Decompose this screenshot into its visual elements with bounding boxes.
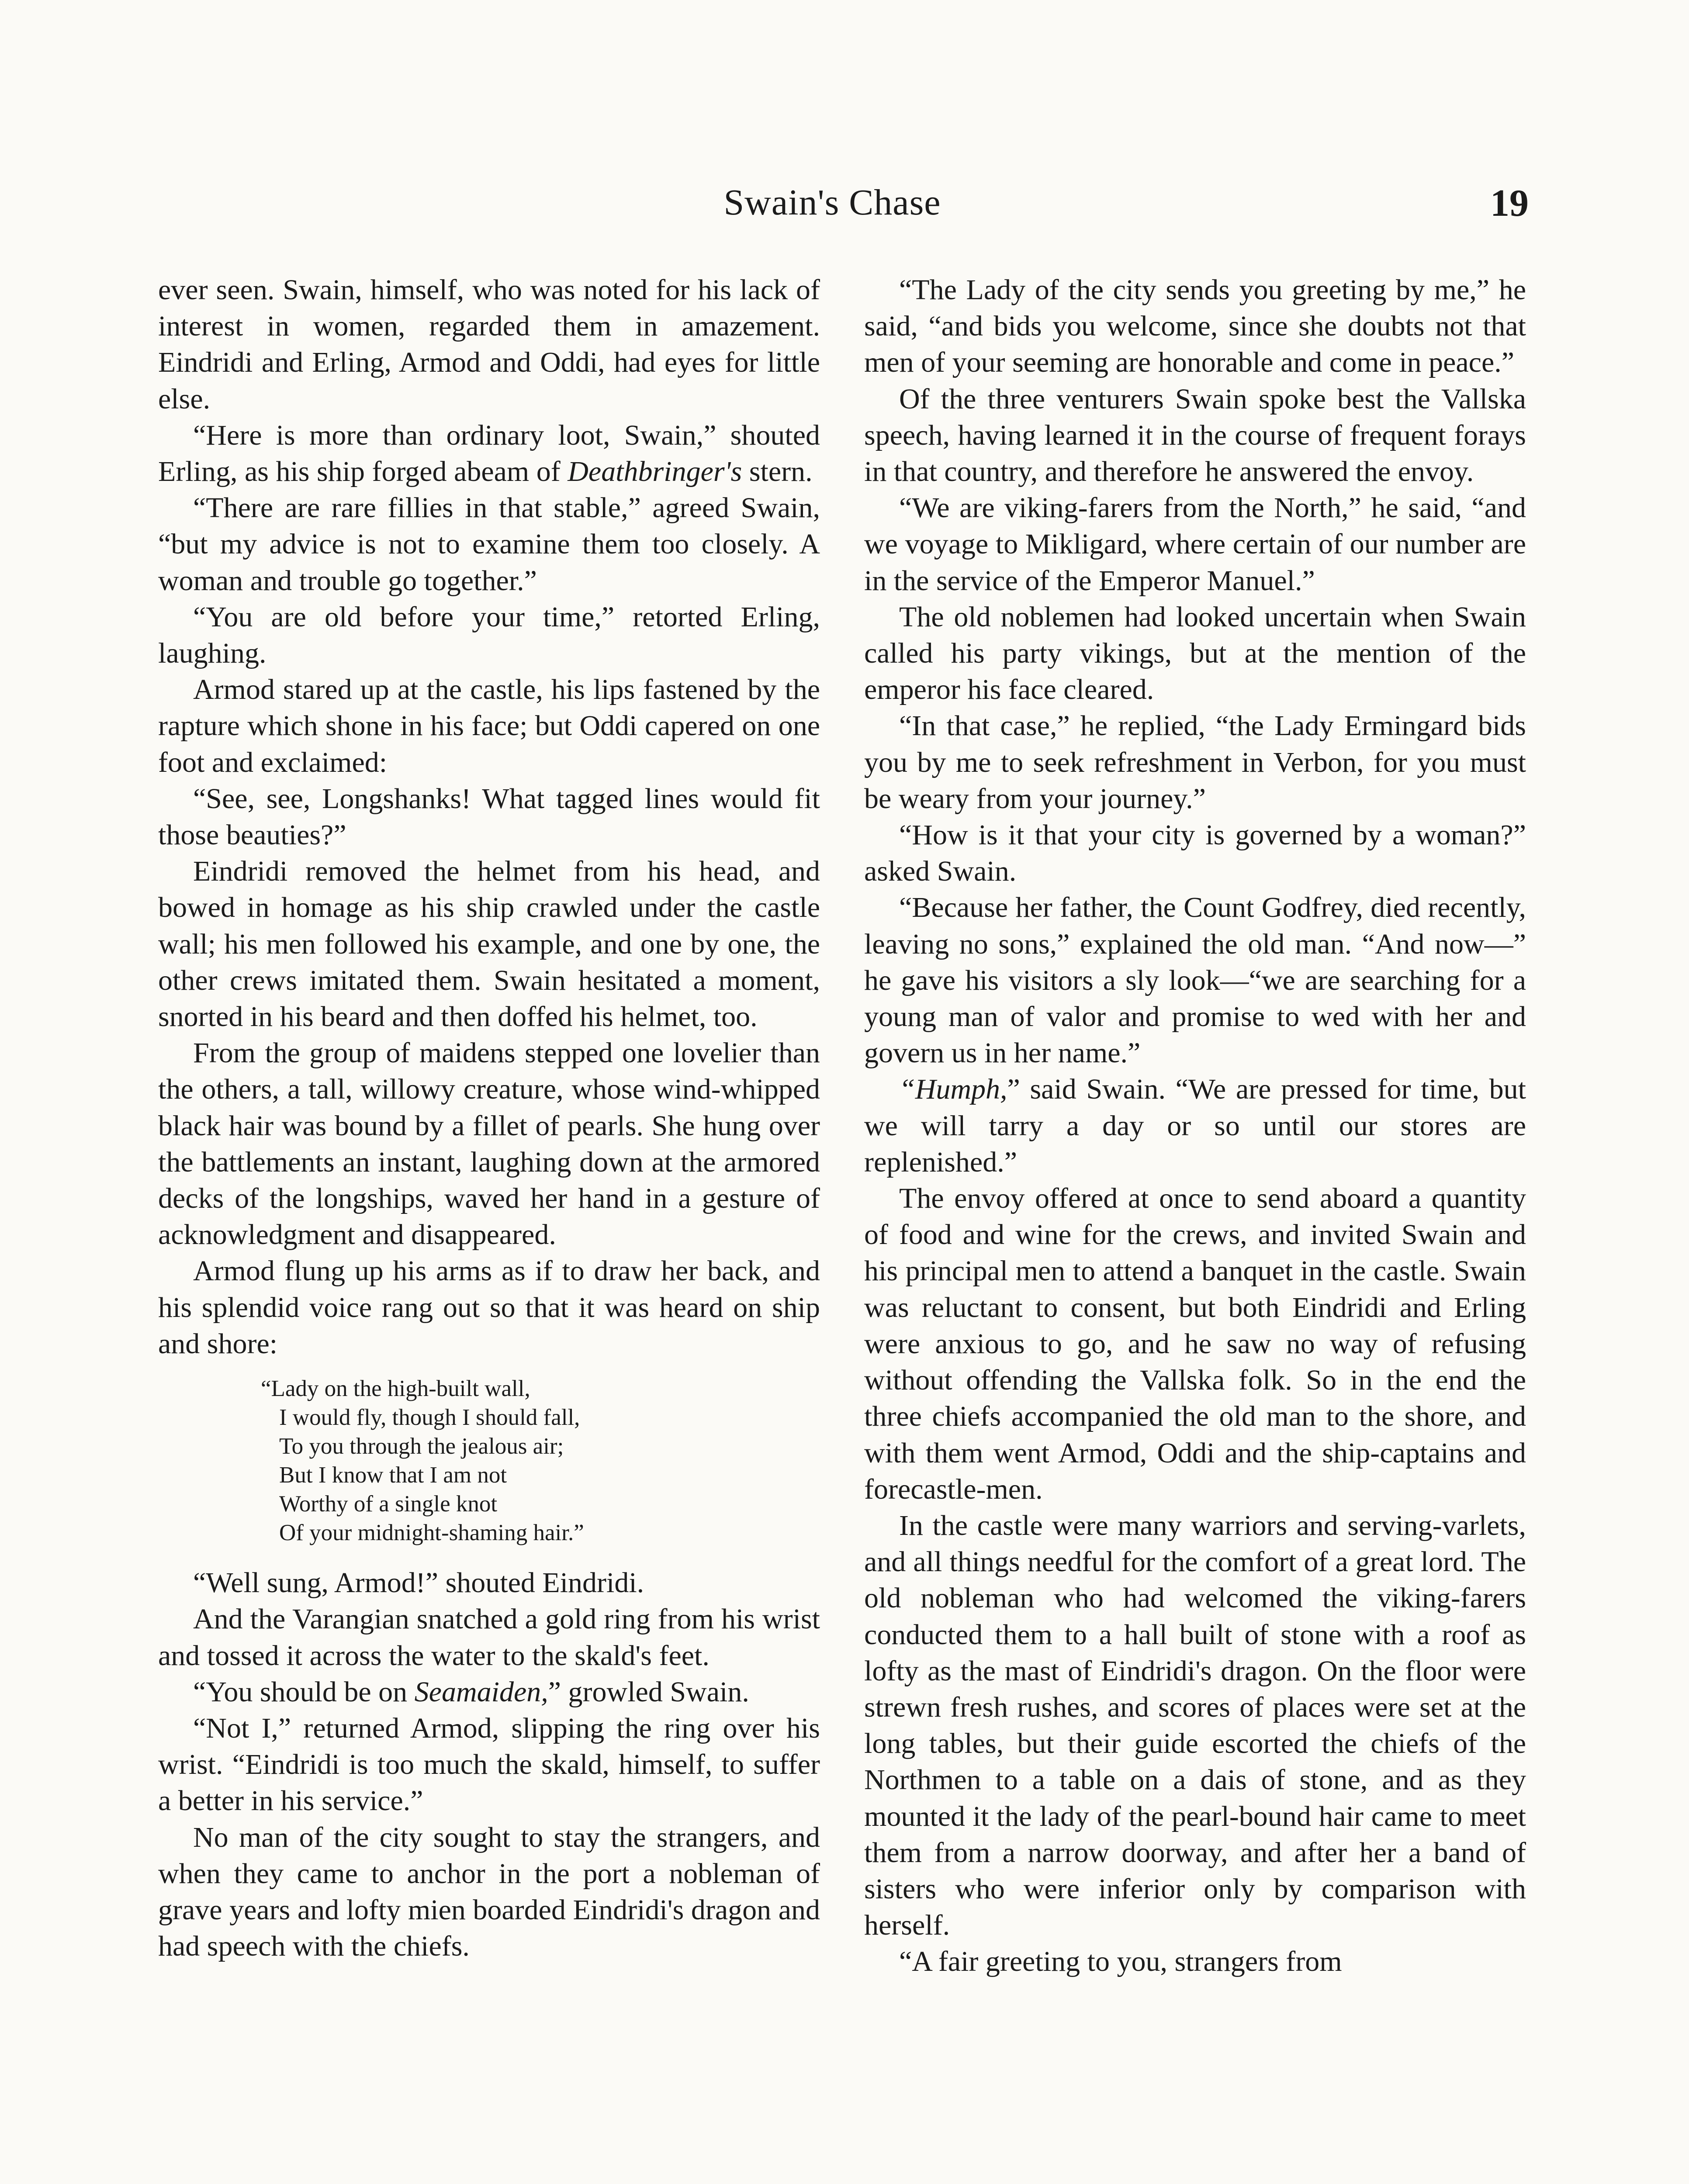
ship-name-italic: Deathbringer's [568,456,742,488]
right-column [864,272,1526,1980]
paragraph: “A fair greeting to you, strangers from [899,1946,1342,1978]
paragraph: “Humph,” said Swain. “We are pressed for time, but we will tarry a day or so until our stores are replenished.” [864,1073,1526,1178]
paragraph: Armod stared up at the castle, his lips fastened by the rapture which shone in his face; but Oddi capered on one foot and exclaimed: [158,674,820,778]
paragraph: ever seen. Swain, himself, who was noted for his lack of interest in women, regarded them in amazement. Eindridi and Erling, Armod and Oddi, had eyes for little else. [158,274,820,415]
paragraph: “How is it that your city is governed by a woman?” asked Swain. [864,819,1526,888]
paragraph: From the group of maidens stepped one lovelier than the others, a tall, willowy creature, whose wind-whipped black hair was bound by a fillet of pearls. She hung over the battlements an instant, laughing down at the armored decks of the longships, waved her hand in a gesture of acknowledgment and disappeared. [158,1037,820,1251]
paragraph: “Here is more than ordinary loot, Swain,” shouted Erling, as his ship forged abeam of Deathbringer's stern. [158,419,820,488]
paragraph: “We are viking-farers from the North,” he said, “and we voyage to Mikligard, where certain of our number are in the service of the Emperor Manuel.” [864,492,1526,597]
verse-line: Of your midnight-shaming hair.” [279,1520,584,1546]
paragraph: Eindridi removed the helmet from his head, and bowed in homage as his ship crawled under the castle wall; his men followed his example, and one by one, the other crews imitated them. Swain hesitated a moment, snorted in his beard and then doffed his helmet, too. [158,855,820,1033]
paragraph: No man of the city sought to stay the strangers, and when they came to anchor in the port a nobleman of grave years and lofty mien boarded Eindridi's dragon and had speech with the chiefs. [158,1821,820,1963]
page-number: 19 [1490,182,1529,225]
paragraph: “Not I,” returned Armod, slipping the ring over his wrist. “Eindridi is too much the skald, himself, to suffer a better in his service.” [158,1712,820,1817]
paragraph: The old noblemen had looked uncertain when Swain called his party vikings, but at the mention of the emperor his face cleared. [864,601,1526,706]
paragraph: “In that case,” he replied, “the Lady Ermingard bids you by me to seek refreshment in Verbon, for you must be weary from your journey.” [864,710,1526,815]
paragraph: “Because her father, the Count Godfrey, died recently, leaving no sons,” explained the old man. “And now—” he gave his visitors a sly look—“we are searching for a young man of valor and promise to wed with her and govern us in her name.” [864,892,1526,1069]
running-header-title: Swain's Chase [723,182,941,223]
left-column [158,272,820,1964]
verse-line: But I know that I am not [279,1462,507,1488]
paragraph: In the castle were many warriors and serving-varlets, and all things needful for the comfort of a great lord. The old nobleman who had welcomed the viking-farers conducted them to a hall built of stone with a roof as lofty as the mast of Eindridi's dragon. On the floor were strewn fresh rushes, and scores of places were set at the long tables, but their guide escorted the chiefs of the Northmen to a table on a dais of stone, and as they mounted it the lady of the pearl-bound hair came to meet them from a narrow doorway, and after her a band of sisters who were inferior only by comparison with herself. [864,1509,1526,1942]
paragraph: Of the three venturers Swain spoke best the Vallska speech, having learned it in the course of frequent forays in that country, and therefore he answered the envoy. [864,383,1526,488]
paragraph: “You are old before your time,” retorted Erling, laughing. [158,601,820,670]
paragraph: Armod flung up his arms as if to draw her back, and his splendid voice rang out so that it was heard on ship and shore: [158,1255,820,1360]
paragraph: “See, see, Longshanks! What tagged lines would fit those beauties?” [158,782,820,851]
paragraph: “Well sung, Armod!” shouted Eindridi. [193,1567,644,1599]
verse-line: “Lady on the high-built wall, [261,1376,530,1402]
verse-line: Worthy of a single knot [279,1491,498,1517]
paragraph: “There are rare fillies in that stable,” agreed Swain, “but my advice is not to examine them too closely. A woman and trouble go together.” [158,492,820,597]
ship-name-italic: Seamaiden, [414,1676,548,1708]
verse-block [261,1374,820,1547]
interjection-italic: “Humph, [899,1073,1007,1106]
paragraph: The envoy offered at once to send aboard a quantity of food and wine for the crews, and invited Swain and his principal men to attend a banquet in the castle. Swain was reluctant to consent, but both Eindridi and Erling were anxious to go, and he saw no way of refusing without offending the Vallska folk. So in the end the three chiefs accompanied the old man to the shore, and with them went Armod, Oddi and the ship-captains and forecastle-men. [864,1182,1526,1505]
verse-line: I would fly, though I should fall, [279,1405,580,1431]
paragraph: “The Lady of the city sends you greeting by me,” he said, “and bids you welcome, since she doubts not that men of your seeming are honorable and come in peace.” [864,274,1526,379]
paragraph: “You should be on Seamaiden,” growled Swain. [193,1676,749,1708]
verse-line: To you through the jealous air; [279,1434,564,1459]
paragraph: And the Varangian snatched a gold ring from his wrist and tossed it across the water to the skald's feet. [158,1603,820,1672]
